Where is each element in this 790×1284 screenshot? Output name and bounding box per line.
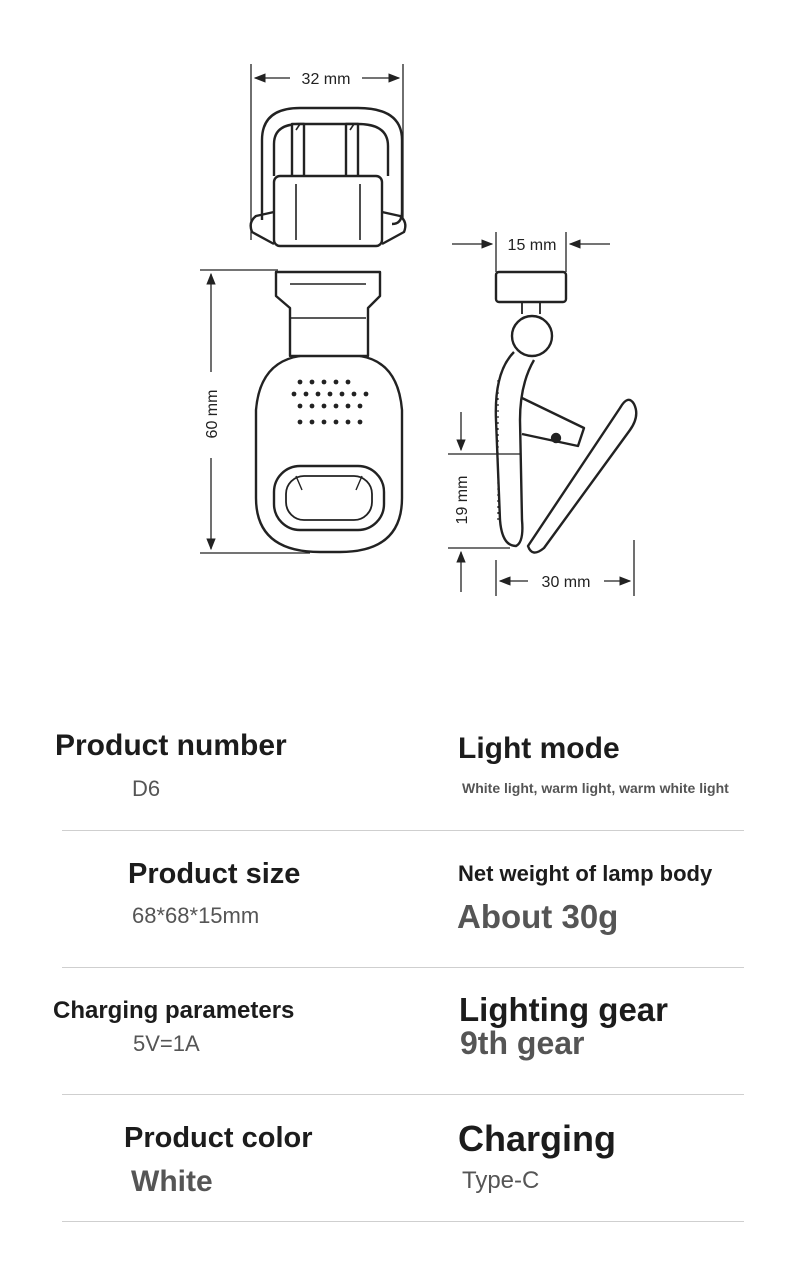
dimension-lines [200, 64, 634, 596]
product-number-value: D6 [132, 776, 161, 801]
product-size-label: Product size [128, 858, 301, 890]
lighting-gear-label: Lighting gear [459, 991, 668, 1028]
dim-side-bottom: 30 mm [541, 574, 591, 591]
divider-3 [62, 1094, 744, 1095]
product-color-value: White [131, 1165, 213, 1198]
product-color-label: Product color [124, 1122, 313, 1154]
charging-label: Charging [458, 1118, 616, 1159]
product-dimension-diagram [0, 0, 790, 640]
net-weight-label: Net weight of lamp body [458, 861, 713, 886]
clip-head-front-view [251, 108, 406, 246]
divider-1 [62, 830, 744, 831]
charging-parameters-label: Charging parameters [53, 997, 295, 1024]
divider-4 [62, 1221, 744, 1222]
product-number-label: Product number [55, 729, 287, 762]
dim-side-top: 15 mm [507, 237, 557, 254]
speaker-holes [292, 380, 369, 425]
product-size-value: 68*68*15mm [132, 903, 260, 928]
net-weight-value: About 30g [457, 898, 619, 935]
dim-side-clip: 19 mm [454, 475, 471, 525]
lighting-gear-value: 9th gear [460, 1025, 585, 1061]
divider-2 [62, 967, 744, 968]
lamp-side-view [496, 272, 636, 553]
charging-value: Type-C [462, 1167, 540, 1194]
lamp-body-front-view [256, 272, 402, 552]
charging-parameters-value: 5V=1A [133, 1031, 200, 1056]
dim-height: 60 mm [204, 389, 221, 439]
dim-top-width: 32 mm [301, 71, 351, 88]
light-mode-value: White light, warm light, warm white light [462, 780, 729, 796]
light-mode-label: Light mode [458, 732, 620, 765]
